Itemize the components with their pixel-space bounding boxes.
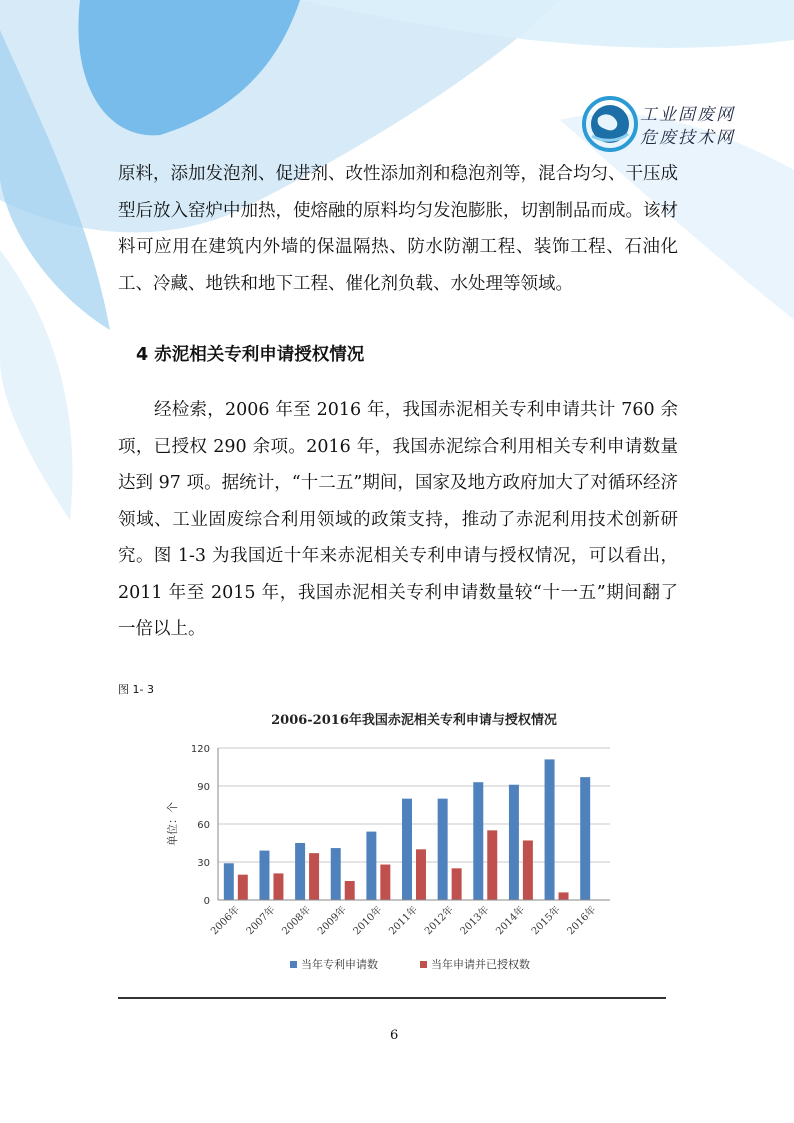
bar-granted bbox=[487, 830, 497, 900]
body-paragraph-1: 原料，添加发泡剂、促进剂、改性添加剂和稳泡剂等，混合均匀、干压成型后放入窑炉中加热，使熔融的原料均匀发泡膨胀，切割制品而成。该材料可应用在建筑内外墙的保温隔热、防水防潮工程、装饰工程、石油化工、冷藏、地铁和地下工程、催化剂负载、水处理等领域。 bbox=[118, 164, 678, 294]
x-tick-label: 2010年 bbox=[351, 904, 385, 938]
bar-granted bbox=[345, 881, 355, 900]
legend-label: 当年申请并已授权数 bbox=[431, 958, 530, 971]
bar-granted bbox=[238, 875, 248, 900]
y-axis-label: 单位：个 bbox=[166, 802, 179, 846]
bar-applications bbox=[259, 851, 269, 900]
legend-swatch bbox=[290, 961, 297, 968]
x-tick-label: 2008年 bbox=[280, 904, 314, 938]
x-tick-label: 2014年 bbox=[494, 904, 528, 938]
logo-line1: 工业固废网 bbox=[640, 105, 735, 125]
bar-granted bbox=[523, 840, 533, 900]
bar-applications bbox=[295, 843, 305, 900]
bar-granted bbox=[452, 868, 462, 900]
y-tick-label: 60 bbox=[197, 820, 210, 831]
logo-text bbox=[640, 104, 735, 150]
bar-applications bbox=[545, 759, 555, 900]
bar-applications bbox=[509, 785, 519, 900]
logo-line2: 危废技术网 bbox=[640, 128, 735, 148]
bar-granted bbox=[416, 849, 426, 900]
x-tick-label: 2011年 bbox=[387, 904, 421, 938]
x-tick-label: 2016年 bbox=[565, 904, 599, 938]
y-tick-label: 0 bbox=[203, 896, 210, 907]
page-number: 6 bbox=[390, 1028, 399, 1043]
legend-swatch bbox=[420, 961, 427, 968]
chart-title: 2006-2016年我国赤泥相关专利申请与授权情况 bbox=[271, 713, 557, 728]
bar-applications bbox=[366, 832, 376, 900]
x-tick-label: 2015年 bbox=[529, 904, 563, 938]
y-tick-label: 30 bbox=[197, 858, 210, 869]
x-tick-label: 2006年 bbox=[209, 904, 242, 938]
section-heading: 4 赤泥相关专利申请授权情况 bbox=[136, 345, 365, 365]
y-tick-label: 90 bbox=[197, 782, 210, 793]
legend-label: 当年专利申请数 bbox=[301, 958, 378, 971]
bar-applications bbox=[402, 799, 412, 900]
x-tick-label: 2012年 bbox=[422, 904, 456, 938]
bar-applications bbox=[580, 777, 590, 900]
bar-applications bbox=[473, 782, 483, 900]
bar-applications bbox=[224, 863, 234, 900]
footer-rule bbox=[118, 997, 666, 999]
bar-granted bbox=[380, 865, 390, 900]
x-tick-label: 2007年 bbox=[244, 904, 278, 938]
bar-granted bbox=[559, 892, 569, 900]
bar-chart bbox=[140, 700, 660, 985]
x-tick-label: 2009年 bbox=[316, 904, 349, 938]
bar-granted bbox=[309, 853, 319, 900]
bar-granted bbox=[273, 873, 283, 900]
x-tick-label: 2013年 bbox=[458, 904, 492, 938]
bar-applications bbox=[438, 799, 448, 900]
bar-applications bbox=[331, 848, 341, 900]
y-tick-label: 120 bbox=[190, 744, 210, 755]
body-paragraph-2: 经检索，2006 年至 2016 年，我国赤泥相关专利申请共计 760 余项，已授权 290 余项。2016 年，我国赤泥综合利用相关专利申请数量达到 97 项。据统计，“十二五”期间，国家及地方政府加大了对循环经济领域、工业固废综合利用领域的政策支持，推动了赤泥利用技术创新研究。图 1-3 为我国近十年来赤泥相关专利申请与授权情况，可以看出，2011 年至 2015 年，我国赤泥相关专利申请数量较“十一五”期间翻了一倍以上。 bbox=[118, 400, 678, 639]
figure-label: 图 1- 3 bbox=[118, 683, 154, 696]
